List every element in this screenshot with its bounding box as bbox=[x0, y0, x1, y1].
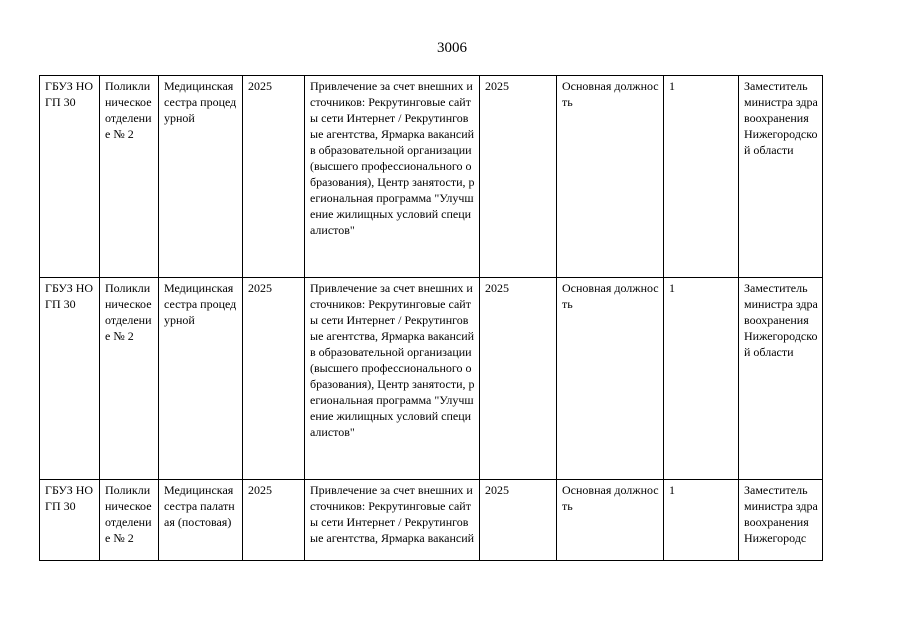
job-type-cell: Основная должность bbox=[557, 278, 664, 480]
count-cell: 1 bbox=[664, 278, 739, 480]
page-number: 3006 bbox=[437, 40, 467, 56]
year-cell: 2025 bbox=[480, 278, 557, 480]
responsible-cell: Заместитель министра здравоохранения Нижегородс bbox=[739, 480, 823, 561]
division-cell: Поликлиническое отделение № 2 bbox=[100, 76, 159, 278]
job-type-cell: Основная должность bbox=[557, 76, 664, 278]
position-cell: Медицинская сестра процедурной bbox=[159, 278, 243, 480]
staffing-table bbox=[39, 75, 823, 561]
year-cell: 2025 bbox=[243, 278, 305, 480]
measures-cell: Привлечение за счет внешних источников: Рекрутинговые сайты сети Интернет / Рекрутинговые агентства, Ярмарка вакансий в образовательной организации (высшего профессионального образования), Центр занятости, региональная программа "Улучшение жилищных условий специалистов" bbox=[305, 278, 480, 480]
job-type-cell: Основная должность bbox=[557, 480, 664, 561]
year-cell: 2025 bbox=[243, 76, 305, 278]
count-cell: 1 bbox=[664, 76, 739, 278]
table-row bbox=[40, 76, 823, 278]
division-cell: Поликлиническое отделение № 2 bbox=[100, 480, 159, 561]
count-cell: 1 bbox=[664, 480, 739, 561]
position-cell: Медицинская сестра палатная (постовая) bbox=[159, 480, 243, 561]
org-cell: ГБУЗ НО ГП 30 bbox=[40, 480, 100, 561]
measures-cell: Привлечение за счет внешних источников: Рекрутинговые сайты сети Интернет / Рекрутинговые агентства, Ярмарка вакансий bbox=[305, 480, 480, 561]
responsible-cell: Заместитель министра здравоохранения Нижегородской области bbox=[739, 76, 823, 278]
year-cell: 2025 bbox=[480, 76, 557, 278]
position-cell: Медицинская сестра процедурной bbox=[159, 76, 243, 278]
measures-cell: Привлечение за счет внешних источников: Рекрутинговые сайты сети Интернет / Рекрутинговые агентства, Ярмарка вакансий в образовательной организации (высшего профессионального образования), Центр занятости, региональная программа "Улучшение жилищных условий специалистов" bbox=[305, 76, 480, 278]
table-row bbox=[40, 278, 823, 480]
org-cell: ГБУЗ НО ГП 30 bbox=[40, 76, 100, 278]
responsible-cell: Заместитель министра здравоохранения Нижегородской области bbox=[739, 278, 823, 480]
org-cell: ГБУЗ НО ГП 30 bbox=[40, 278, 100, 480]
year-cell: 2025 bbox=[243, 480, 305, 561]
division-cell: Поликлиническое отделение № 2 bbox=[100, 278, 159, 480]
year-cell: 2025 bbox=[480, 480, 557, 561]
table-row bbox=[40, 480, 823, 561]
